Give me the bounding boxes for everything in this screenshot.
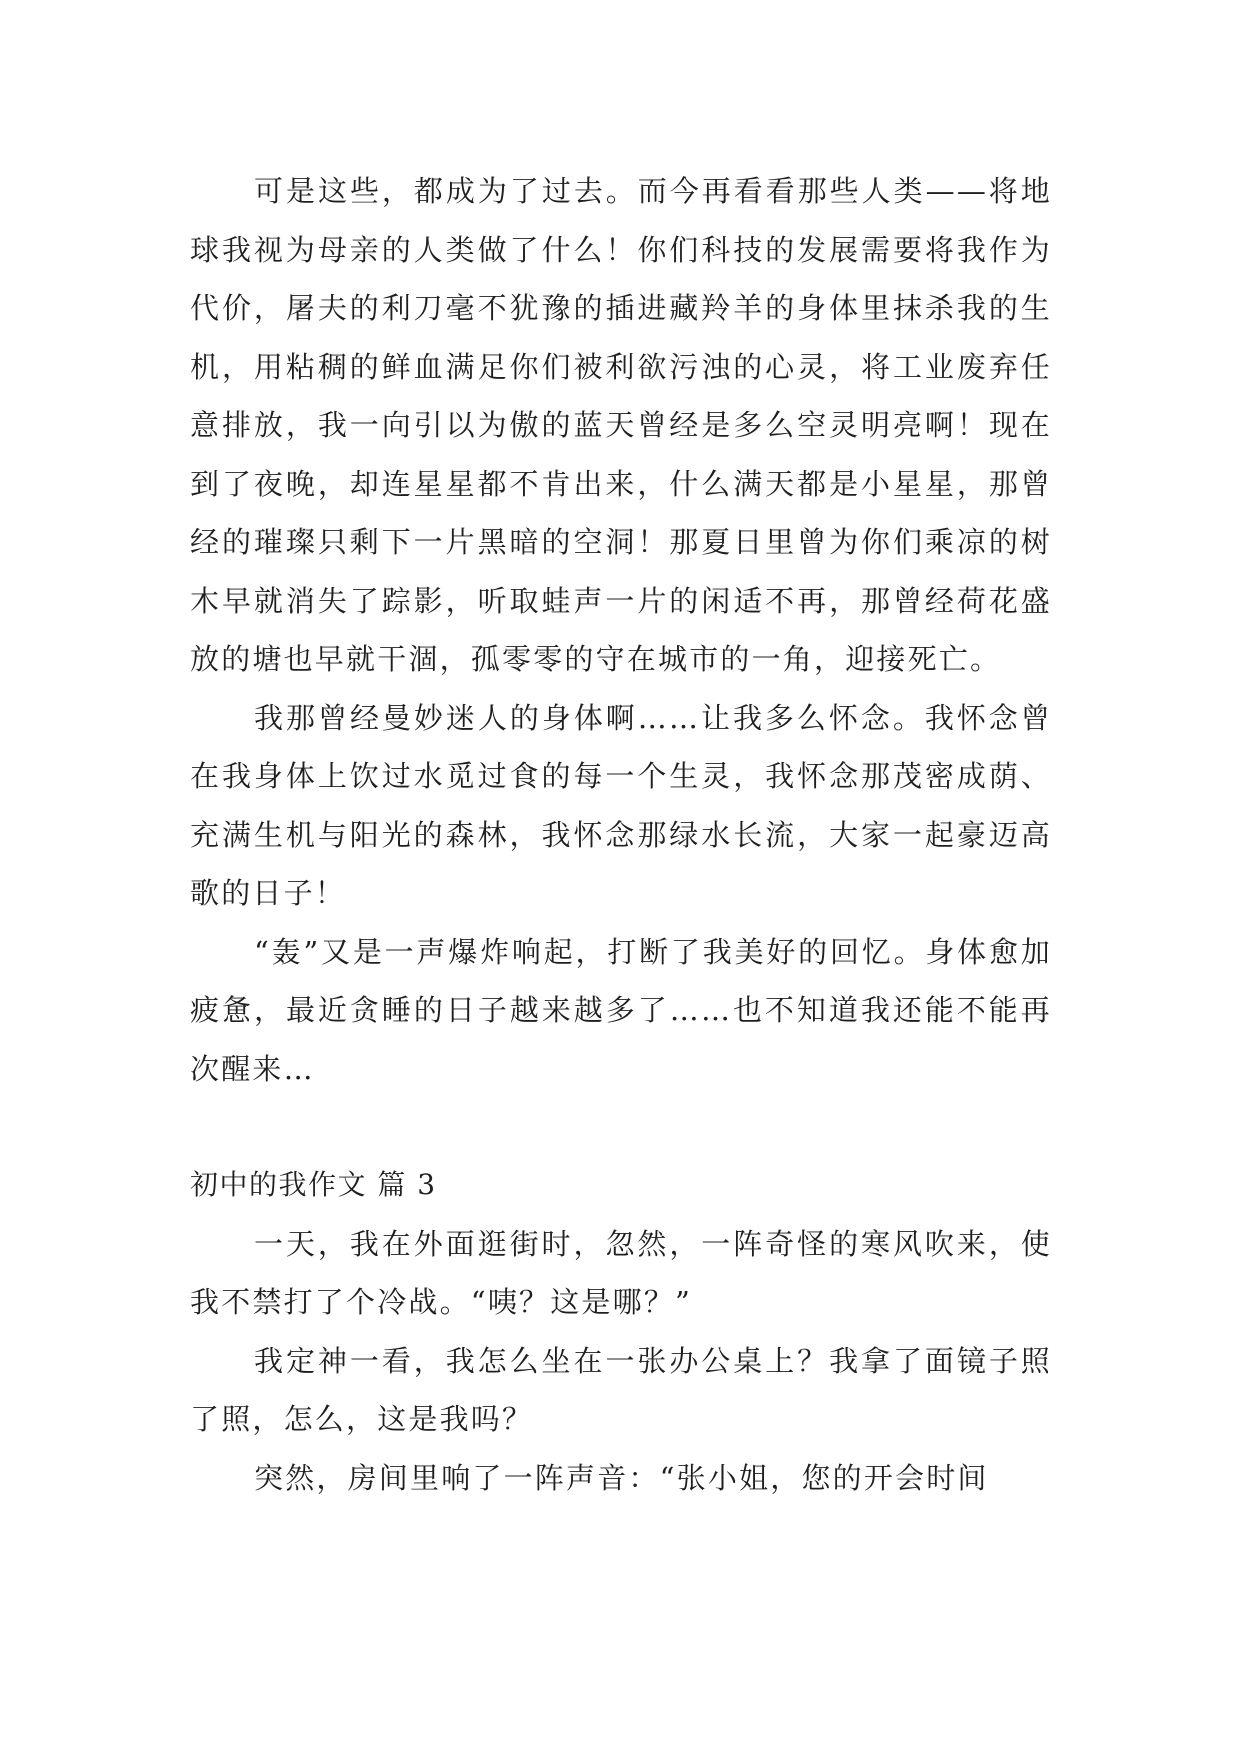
section-title: 初中的我作文 篇 3 [190,1168,437,1201]
body-paragraph: 一天，我在外面逛街时，忽然，一阵奇怪的寒风吹来，使我不禁打了个冷战。“咦？这是哪？” [190,1226,1052,1319]
document-body [190,162,1052,1507]
body-paragraph: “轰”又是一声爆炸响起，打断了我美好的回忆。身体愈加疲惫，最近贪睡的日子越来越多了……也不知道我还能不能再次醒来… [190,934,1052,1086]
body-paragraph: 突然，房间里响了一阵声音：“张小姐，您的开会时间 [254,1460,989,1495]
body-paragraph: 我那曾经曼妙迷人的身体啊……让我多么怀念。我怀念曾在我身体上饮过水觅过食的每一个生灵，我怀念那茂密成荫、充满生机与阳光的森林，我怀念那绿水长流，大家一起豪迈高歌的日子！ [190,700,1052,910]
body-paragraph: 我定神一看，我怎么坐在一张办公桌上？我拿了面镜子照了照，怎么，这是我吗？ [190,1343,1052,1436]
body-paragraph: 可是这些，都成为了过去。而今再看看那些人类——将地球我视为母亲的人类做了什么！你们科技的发展需要将我作为代价，屠夫的利刀毫不犹豫的插进藏羚羊的身体里抹杀我的生机，用粘稠的鲜血满足你们被利欲污浊的心灵，将工业废弃任意排放，我一向引以为傲的蓝天曾经是多么空灵明亮啊！现在到了夜晚，却连星星都不肯出来，什么满天都是小星星，那曾经的璀璨只剩下一片黑暗的空洞！那夏日里曾为你们乘凉的树木早就消失了踪影，听取蛙声一片的闲适不再，那曾经荷花盛放的塘也早就干涸，孤零零的守在城市的一角，迎接死亡。 [190,174,1052,676]
